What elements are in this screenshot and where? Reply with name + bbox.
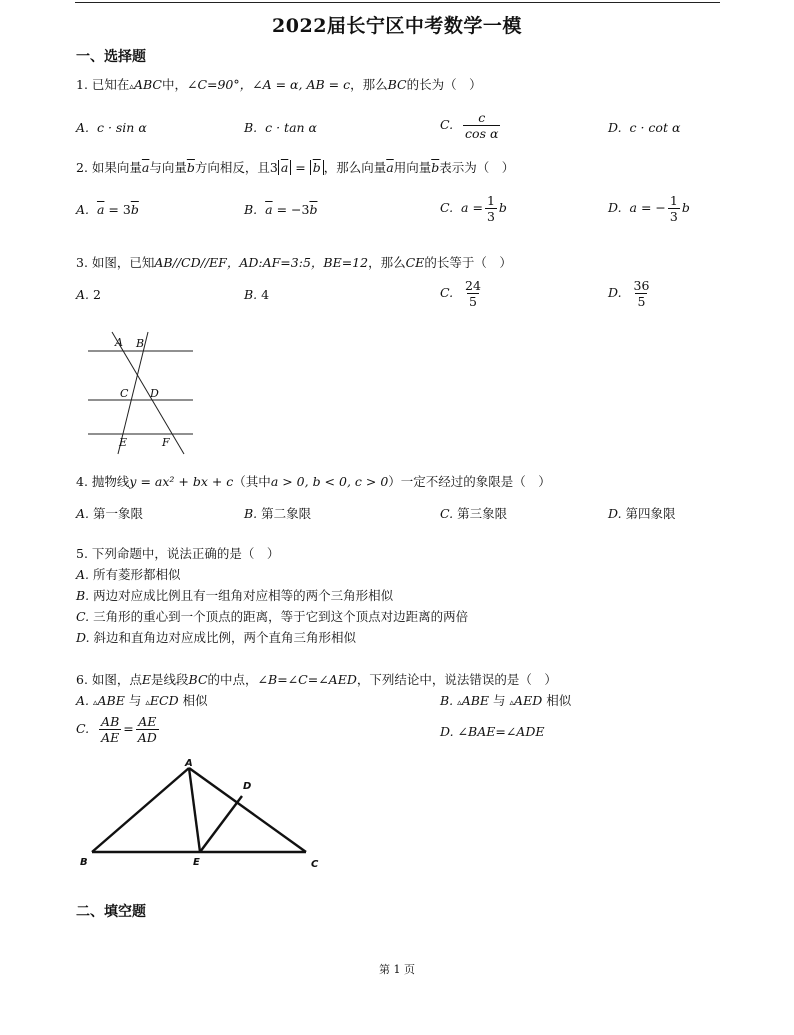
q2-option-b bbox=[244, 202, 317, 218]
q6-option-d-text: ∠BAE=∠ADE bbox=[457, 724, 545, 739]
option-label: C. bbox=[76, 609, 90, 624]
fig6-label-c: C bbox=[311, 859, 319, 870]
q2-option-d bbox=[608, 193, 690, 224]
option-label: C. bbox=[440, 285, 454, 300]
abs-b bbox=[310, 160, 324, 175]
q6-triangle-figure bbox=[76, 758, 326, 873]
q6-option-d bbox=[440, 724, 544, 740]
fraction-numerator: 1 bbox=[669, 193, 678, 208]
q5-option-d bbox=[76, 630, 356, 646]
option-label: B. bbox=[440, 693, 454, 708]
q6-condition: ∠B=∠C=∠AED bbox=[257, 672, 357, 687]
q1-bc: BC bbox=[387, 77, 407, 92]
q6-text-2: 是线段 bbox=[151, 672, 189, 687]
q2-text-4: ，那么向量 bbox=[323, 160, 387, 175]
vector-b: b bbox=[681, 200, 690, 215]
q2-text-2: 与向量 bbox=[149, 160, 187, 175]
q6-option-b-tri2: AED bbox=[514, 693, 543, 708]
q3-option-c-fraction bbox=[463, 278, 483, 309]
q2-option-c-fraction bbox=[485, 193, 497, 224]
q2-option-c bbox=[440, 193, 507, 224]
fig6-label-e: E bbox=[193, 857, 200, 868]
q2-text-6: 表示为（ ） bbox=[439, 160, 515, 175]
fraction-denominator: AE bbox=[101, 730, 120, 745]
fraction-numerator: 1 bbox=[486, 193, 495, 208]
q3-option-b bbox=[244, 287, 269, 303]
equals: = bbox=[123, 721, 134, 736]
fig3-label-d: D bbox=[150, 387, 159, 400]
option-label: C. bbox=[76, 721, 90, 736]
q4-condition: a > 0, b < 0, c > 0 bbox=[270, 474, 389, 489]
option-label: B. bbox=[76, 588, 90, 603]
q2-option-d-fraction bbox=[668, 193, 680, 224]
q2-text-1: 2. 如果向量 bbox=[76, 160, 142, 175]
triangle-symbol: ▵ bbox=[145, 698, 150, 708]
option-label: C. bbox=[440, 200, 454, 215]
triangle-symbol: ▵ bbox=[129, 82, 134, 92]
page-number: 第 1 页 bbox=[379, 963, 415, 976]
q4-text-2: （其中 bbox=[233, 474, 271, 489]
q1-text-3: ，那么 bbox=[350, 77, 388, 92]
option-label: A. bbox=[76, 693, 90, 708]
q1-angle-c: ∠C=90°， bbox=[186, 77, 253, 92]
q5-option-a bbox=[76, 567, 181, 583]
q1-option-b-text: c · tan α bbox=[265, 120, 317, 135]
equals: = bbox=[472, 200, 483, 215]
fraction-numerator: 36 bbox=[633, 278, 650, 293]
q6-similar: 相似 bbox=[546, 693, 572, 708]
q6-option-c bbox=[76, 714, 161, 745]
q4-option-d bbox=[608, 506, 676, 522]
q1-text-4: 的长为（ ） bbox=[406, 77, 482, 92]
fraction-denominator: 5 bbox=[637, 294, 646, 309]
q3-option-a bbox=[76, 287, 101, 303]
q5-option-b bbox=[76, 588, 393, 604]
q2-option-b-eq: = −3 bbox=[276, 202, 310, 217]
option-label: D. bbox=[608, 506, 622, 521]
option-label: D. bbox=[440, 724, 454, 739]
q1-condition: ∠A = α, AB = c bbox=[252, 77, 351, 92]
fraction-denominator: AD bbox=[137, 730, 157, 745]
triangle-symbol: ▵ bbox=[93, 698, 98, 708]
q2-text-3: 方向相反，且 bbox=[194, 160, 270, 175]
q1-text-1: 1. 已知在 bbox=[76, 77, 130, 92]
fraction-denominator: 3 bbox=[486, 209, 495, 224]
segment-ae bbox=[189, 768, 200, 852]
q6-with: 与 bbox=[493, 693, 506, 708]
q4-option-a bbox=[76, 506, 143, 522]
option-label: A. bbox=[76, 506, 90, 521]
q6-text-4: ，下列结论中，说法错误的是（ ） bbox=[356, 672, 557, 687]
fraction-denominator: cos α bbox=[465, 126, 499, 141]
q4-option-a-text: 第一象限 bbox=[93, 506, 144, 521]
option-label: A. bbox=[76, 567, 90, 582]
q3-parallel-lines-figure bbox=[80, 330, 200, 460]
q2-text-5: 用向量 bbox=[393, 160, 432, 175]
q5-option-b-text: 两边对应成比例且有一组角对应相等的两个三角形相似 bbox=[93, 588, 394, 603]
option-label: A. bbox=[76, 202, 90, 217]
q3-condition: AB//CD//EF，AD:AF=3:5，BE=12 bbox=[154, 255, 369, 270]
q6-fraction-ae-ad bbox=[136, 714, 159, 745]
page-title: 2022届长宁区中考数学一模 bbox=[272, 15, 522, 37]
q2-option-a bbox=[76, 202, 139, 218]
q6-option-a-tri2: ECD bbox=[149, 693, 179, 708]
option-label: B. bbox=[244, 287, 258, 302]
fraction-numerator: 24 bbox=[465, 278, 481, 293]
vector-a: $\overline{a}$ bbox=[280, 160, 289, 175]
vector-a: $\overline{a}$ bbox=[141, 160, 150, 175]
q4-text-3: ）一定不经过的象限是（ ） bbox=[388, 474, 551, 489]
q2-option-a-eq: = 3 bbox=[108, 202, 131, 217]
q4-stem bbox=[76, 474, 551, 490]
vector-a: $\overline{a}$ bbox=[96, 202, 105, 217]
fig3-label-b: B bbox=[136, 337, 145, 350]
vector-a: a bbox=[461, 200, 469, 215]
q1-option-a-text: c · sin α bbox=[96, 120, 147, 135]
vector-b: b bbox=[498, 200, 507, 215]
q6-bc: BC bbox=[188, 672, 208, 687]
fig6-label-d: D bbox=[243, 781, 252, 792]
q1-option-a bbox=[76, 120, 147, 136]
q4-option-b-text: 第二象限 bbox=[261, 506, 312, 521]
q4-option-d-text: 第四象限 bbox=[625, 506, 676, 521]
q3-option-a-text: 2 bbox=[93, 287, 101, 302]
fraction-numerator: c bbox=[478, 110, 486, 125]
section-heading-choice: 一、选择题 bbox=[76, 49, 146, 65]
q5-option-c-text: 三角形的重心到一个顶点的距离，等于它到这个顶点对边距离的两倍 bbox=[93, 609, 469, 624]
q6-option-b bbox=[440, 693, 571, 711]
q4-option-c bbox=[440, 506, 507, 522]
segment-ba bbox=[92, 768, 189, 852]
q1-option-d bbox=[608, 120, 680, 136]
q6-stem bbox=[76, 672, 557, 688]
triangle-symbol: ▵ bbox=[509, 698, 515, 708]
q6-option-b-tri1: ABE bbox=[461, 693, 490, 708]
option-label: B. bbox=[244, 202, 258, 217]
q6-option-a-tri1: ABE bbox=[97, 693, 125, 708]
q1-stem bbox=[76, 77, 482, 95]
option-label: C. bbox=[440, 117, 454, 132]
q5-option-a-text: 所有菱形都相似 bbox=[93, 567, 181, 582]
q3-text-3: 的长等于（ ） bbox=[424, 255, 512, 270]
triangle-symbol: ▵ bbox=[457, 698, 462, 708]
vector-b: $\overline{b}$ bbox=[186, 160, 195, 175]
q6-with: 与 bbox=[128, 693, 142, 708]
q4-option-c-text: 第三象限 bbox=[457, 506, 508, 521]
equals-minus: = − bbox=[640, 200, 666, 215]
q1-abc: ABC bbox=[133, 77, 162, 92]
vector-a: $\overline{a}$ bbox=[386, 160, 394, 175]
segment-ed bbox=[200, 796, 242, 852]
q3-stem bbox=[76, 255, 512, 271]
abs-a bbox=[278, 160, 291, 175]
vector-b: $\overline{b}$ bbox=[312, 160, 321, 175]
fraction-denominator: 3 bbox=[669, 209, 678, 224]
q4-equation: y = ax² + bx + c bbox=[129, 474, 234, 489]
option-label: A. bbox=[76, 287, 90, 302]
vector-b: $\overline{b}$ bbox=[130, 202, 139, 217]
section-heading-fill: 二、填空题 bbox=[76, 904, 146, 920]
fig6-label-b: B bbox=[80, 857, 88, 868]
q3-option-c bbox=[440, 278, 485, 309]
q6-similar: 相似 bbox=[182, 693, 208, 708]
q2-stem: 2. 如果向量$\overline{a}$与向量$\overline{b}$方向相反，且3 $\overline{a} = \overline{b}$ ，那么向量$\overline{a}$用向量$\overline{b}$表示为（ ） bbox=[76, 160, 515, 175]
q1-option-c bbox=[440, 110, 502, 141]
fraction-numerator: AE bbox=[138, 714, 157, 729]
q3-option-d bbox=[608, 278, 653, 309]
q3-text-1: 3. 如图，已知 bbox=[76, 255, 155, 270]
q5-option-d-text: 斜边和直角边对应成比例，两个直角三角形相似 bbox=[93, 630, 357, 645]
q1-option-d-text: c · cot α bbox=[629, 120, 681, 135]
q3-option-b-text: 4 bbox=[261, 287, 270, 302]
top-rule bbox=[75, 2, 720, 3]
q5-stem: 5. 下列命题中，说法正确的是（ ） bbox=[76, 546, 280, 561]
fig3-label-f: F bbox=[162, 436, 170, 449]
vector-b: $\overline{b}$ bbox=[309, 202, 318, 217]
q1-option-c-fraction bbox=[463, 110, 500, 141]
fig3-label-a: A bbox=[115, 336, 123, 349]
fig6-label-a: A bbox=[185, 758, 193, 769]
q6-option-a bbox=[76, 693, 208, 711]
vector-a: a bbox=[629, 200, 637, 215]
fraction-denominator: 5 bbox=[469, 294, 477, 309]
option-label: D. bbox=[76, 630, 90, 645]
option-label: C. bbox=[440, 506, 454, 521]
option-label: D. bbox=[608, 120, 622, 135]
q3-option-d-fraction bbox=[632, 278, 652, 309]
option-label: D. bbox=[608, 200, 622, 215]
fig3-label-e: E bbox=[119, 436, 128, 449]
q3-text-2: ，那么 bbox=[368, 255, 406, 270]
fraction-numerator: AB bbox=[101, 714, 120, 729]
q4-text-1: 4. 抛物线 bbox=[76, 474, 130, 489]
fig3-label-c: C bbox=[120, 387, 129, 400]
vector-b: $\overline{b}$ bbox=[431, 160, 440, 175]
option-label: D. bbox=[608, 285, 622, 300]
q6-fraction-ab-ae bbox=[99, 714, 121, 745]
q2-coefficient: 3 bbox=[269, 160, 278, 175]
option-label: B. bbox=[244, 120, 258, 135]
q1-option-b bbox=[244, 120, 317, 136]
q3-ce: CE bbox=[405, 255, 425, 270]
option-label: B. bbox=[244, 506, 258, 521]
vector-a: $\overline{a}$ bbox=[265, 202, 273, 217]
option-label: A. bbox=[76, 120, 90, 135]
q6-e: E bbox=[141, 672, 152, 687]
q6-text-3: 的中点， bbox=[207, 672, 258, 687]
q6-text-1: 6. 如图，点 bbox=[76, 672, 142, 687]
q4-option-b bbox=[244, 506, 311, 522]
q5-option-c bbox=[76, 609, 468, 625]
q1-text-2: 中， bbox=[161, 77, 187, 92]
